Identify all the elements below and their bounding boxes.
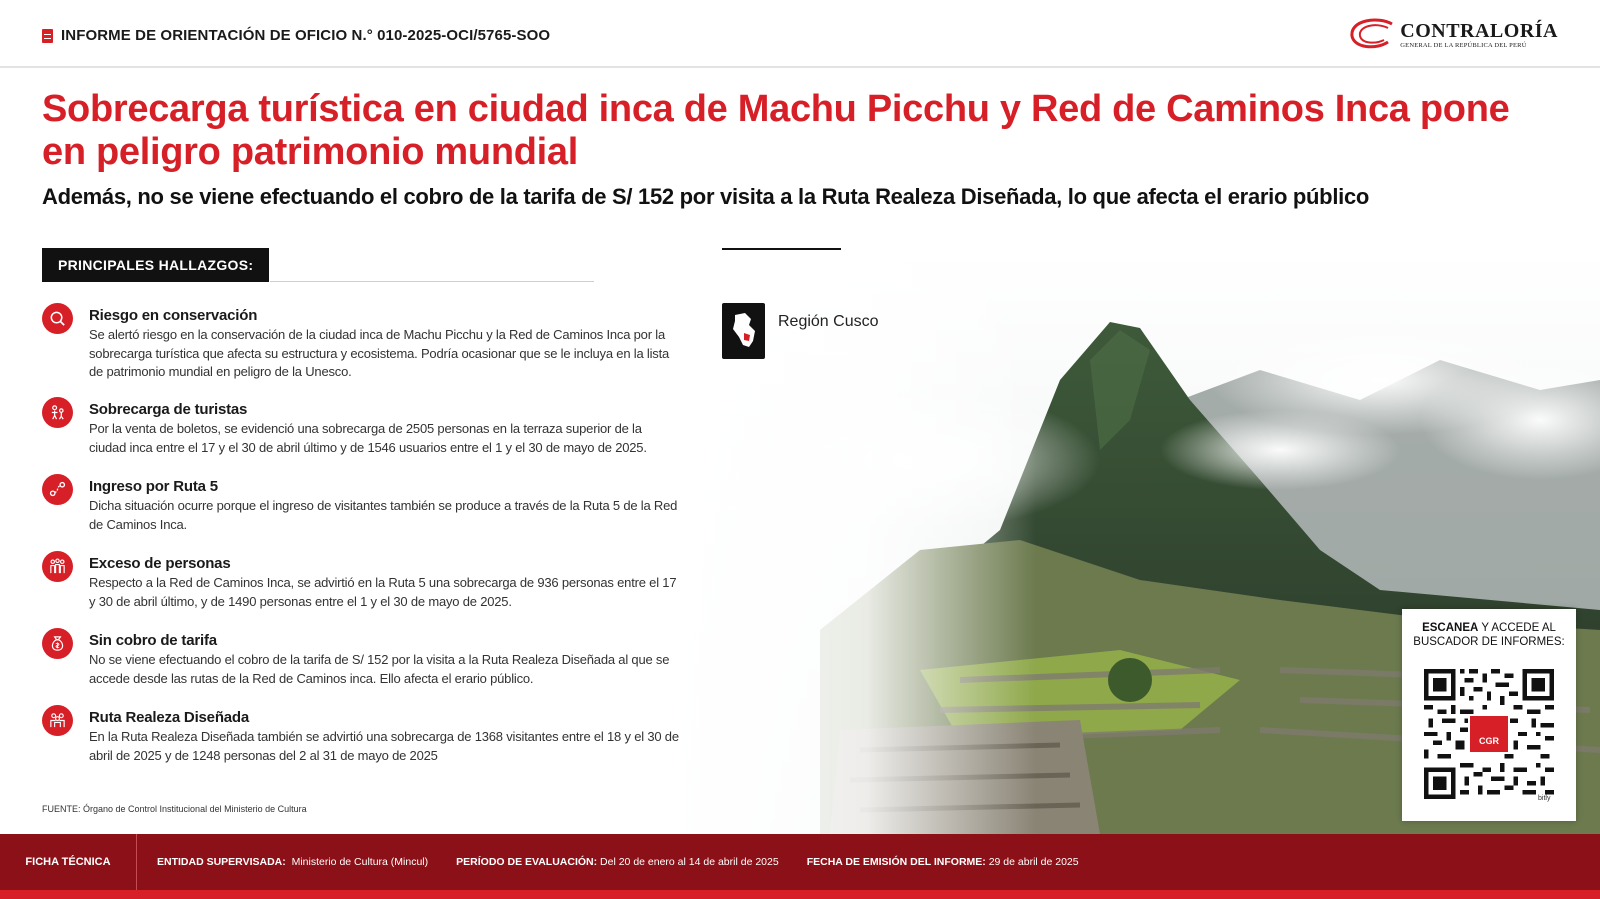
supervised-entity-value: Ministerio de Cultura (Mincul): [291, 856, 429, 868]
logo-subtitle: GENERAL DE LA REPÚBLICA DEL PERÚ: [1400, 42, 1527, 49]
contraloria-swirl-icon: [1344, 18, 1396, 52]
finding-title: Sobrecarga de turistas: [89, 401, 248, 418]
finding-item: [42, 474, 682, 540]
finding-body: Por la venta de boletos, se evidenció una sobrecarga de 2505 personas en la terraza superior de la ciudad inca entre el 17 y el 30 de abril último y de 1546 usuarios entre el 1 y el 30 de mayo de 2025.: [89, 421, 647, 455]
evaluation-period-value: Del 20 de enero al 14 de abril de 2025: [600, 856, 779, 868]
finding-title: Riesgo en conservación: [89, 307, 258, 324]
finding-item: [42, 551, 682, 617]
contraloria-logo: [1344, 18, 1558, 52]
source-note: FUENTE: Órgano de Control Institucional del Ministerio de Cultura: [42, 804, 307, 814]
money-bag-icon: [42, 628, 73, 659]
location-region: Región Cusco: [778, 313, 879, 330]
supervised-entity: [157, 856, 428, 868]
page-title: Sobrecarga turística en ciudad inca de Machu Picchu y Red de Caminos Inca pone en peligro patrimonio mundial: [42, 88, 1510, 173]
qr-instruction: [1410, 621, 1568, 649]
finding-title: Ruta Realeza Diseñada: [89, 709, 250, 726]
finding-item: [42, 628, 682, 694]
qr-instruction-rest: Y ACCEDE AL BUSCADOR DE INFORMES:: [1413, 622, 1565, 648]
finding-item: [42, 705, 682, 771]
evaluation-period-label: PERÍODO DE EVALUACIÓN:: [456, 856, 598, 868]
finding-item: [42, 303, 682, 383]
issue-date-label: FECHA DE EMISIÓN DEL INFORME:: [806, 856, 986, 868]
route-icon: [42, 474, 73, 505]
finding-title: Ingreso por Ruta 5: [89, 478, 218, 495]
peru-map-icon: [722, 303, 765, 359]
tourists-icon: [42, 397, 73, 428]
issue-date: [807, 856, 1079, 868]
top-header: [0, 0, 1600, 68]
technical-footer: [0, 834, 1600, 890]
group-icon: [42, 705, 73, 736]
ficha-tecnica-label: FICHA TÉCNICA: [0, 834, 137, 890]
issue-date-value: 29 de abril de 2025: [988, 856, 1079, 868]
report-reference: [42, 27, 550, 44]
qr-card: [1402, 609, 1576, 821]
logo-name: CONTRALORÍA: [1400, 20, 1558, 42]
finding-item: [42, 397, 682, 463]
finding-body: No se viene efectuando el cobro de la tarifa de S/ 152 por la visita a la Ruta Realeza Diseñada al que se accede desde las rutas de la Red de Caminos inca. Ello afecta el erario público.: [89, 652, 670, 686]
finding-title: Exceso de personas: [89, 555, 231, 572]
evaluation-period: [456, 856, 779, 868]
finding-body: Dicha situación ocurre porque el ingreso de visitantes también se produce a través de la Ruta 5 de la Red de Caminos Inca.: [89, 498, 678, 532]
cgr-badge: CGR: [1468, 714, 1510, 754]
supervised-entity-label: ENTIDAD SUPERVISADA:: [157, 856, 286, 868]
bitly-label: bitly: [1538, 795, 1551, 802]
finding-body: En la Ruta Realeza Diseñada también se advirtió una sobrecarga de 1368 visitantes entre el 18 y el 30 de abril de 2025 y de 1248 personas del 2 al 31 de mayo de 2025: [89, 729, 679, 763]
footer-accent-strip: [0, 890, 1600, 899]
crowd-icon: [42, 551, 73, 582]
finding-body: Se alertó riesgo en la conservación de la ciudad inca de Machu Picchu y la Red de Caminos Inca por la sobrecarga turística que afecta su estructura y ecosistema. Podría ocasionar que se le incluya en la lista de patrimonio mundial en peligro de la Unesco.: [89, 327, 670, 379]
page-subtitle: Además, no se viene efectuando el cobro de la tarifa de S/ 152 por visita a la Ruta Realeza Diseñada, lo que afecta el erario público: [42, 184, 1370, 209]
document-icon: [42, 29, 53, 43]
report-reference-text: INFORME DE ORIENTACIÓN DE OFICIO N.° 010-2025-OCI/5765-SOO: [61, 27, 551, 44]
findings-section-label: PRINCIPALES HALLAZGOS:: [42, 248, 269, 282]
qr-instruction-bold: ESCANEA: [1422, 622, 1479, 634]
findings-divider: [270, 281, 594, 282]
finding-body: Respecto a la Red de Caminos Inca, se advirtió en la Ruta 5 una sobrecarga de 936 personas entre el 17 y 30 de abril último, y de 1490 personas entre el 1 y el 30 de mayo de 2025.: [89, 575, 677, 609]
finding-title: Sin cobro de tarifa: [89, 632, 217, 649]
magnifier-icon: [42, 303, 73, 334]
